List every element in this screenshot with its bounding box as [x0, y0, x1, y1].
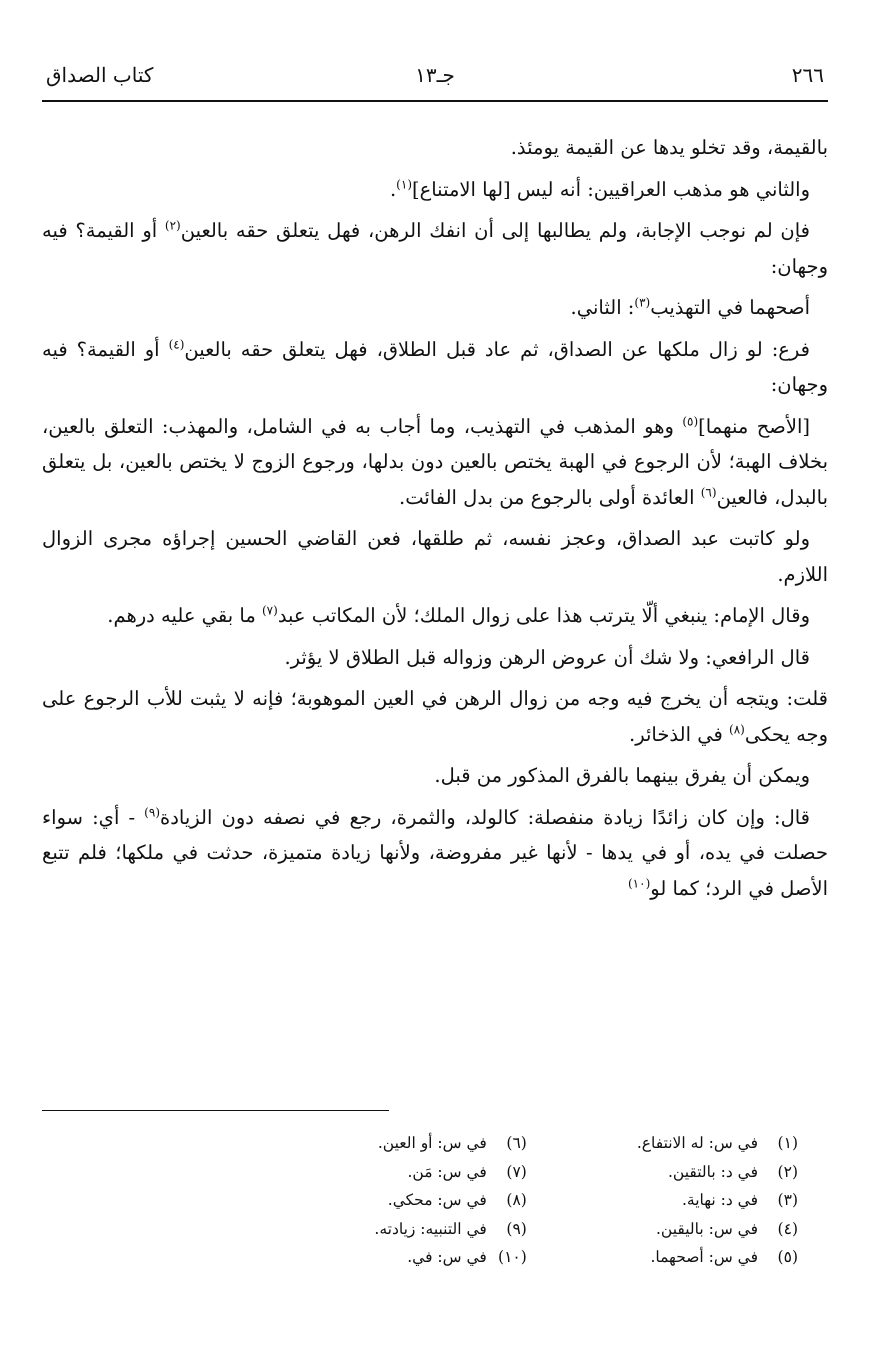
paragraph-text: فإن لم نوجب الإجابة، ولم يطالبها إلى أن انفك الرهن، فهل يتعلق حقه بالعين [180, 219, 810, 242]
paragraph-text: أو القيمة؟ فيه وجهان: [42, 337, 828, 396]
paragraph-text: وهو المذهب في التهذيب، وما أجاب به في الشامل، والمهذب: التعلق بالعين، بخلاف الهبة؛ لأن الرجوع في الهبة يختص بالعين دون بدلها، ورجوع الزوج لا يختص بالعين، بل يتعلق بالبدل، فالعين [42, 414, 828, 509]
footnote-text: في التنبيه: زيادته. [374, 1219, 487, 1238]
book-title: كتاب الصداق [46, 63, 154, 87]
paragraph-text: أصحهما في التهذيب [650, 296, 810, 319]
footnote-reference[interactable]: (٩) [144, 805, 160, 819]
paragraph-text: والثاني هو مذهب العراقيين: أنه ليس [لها الامتناع] [412, 177, 810, 201]
paragraph-text: أو القيمة؟ فيه وجهان: [42, 219, 828, 278]
paragraph-text: ما بقي عليه درهم. [107, 604, 262, 627]
paragraph-text: قلت: ويتجه أن يخرج فيه وجه من زوال الرهن في العين الموهوبة؛ فإنه لا يثبت للأب الرجوع على وجه يحكى [42, 687, 828, 746]
paragraph-text: العائدة أولى بالرجوع من بدل الفائت. [399, 485, 701, 509]
footnote-text: في س: أصحهما. [650, 1248, 758, 1266]
footnote-text: في د: بالتقين. [668, 1162, 758, 1181]
footnote-text: في س: محكي. [387, 1191, 487, 1209]
footnote-item [374, 1158, 526, 1187]
paragraph [42, 800, 828, 907]
footnotes [102, 1129, 798, 1272]
footnote-item [637, 1158, 798, 1187]
footnote-number: (٨) [506, 1191, 527, 1209]
paragraph [42, 213, 828, 284]
footnote-reference[interactable]: (١٠) [627, 876, 651, 890]
paragraph [42, 598, 828, 634]
footnote-text: في س: مَن. [407, 1162, 487, 1181]
paragraph [42, 409, 828, 516]
paragraph-text: قال: وإن كان زائدًا زيادة منفصلة: كالولد، والثمرة، رجع في نصفه دون الزيادة [160, 805, 810, 829]
footnote-item [637, 1215, 798, 1244]
footnote-reference[interactable]: (١) [396, 177, 412, 191]
footnote-item [637, 1129, 798, 1158]
running-header [42, 56, 828, 94]
footnote-item [374, 1243, 526, 1272]
footnote-reference[interactable]: (٤) [168, 337, 185, 351]
page-number: ٢٦٦ [791, 63, 824, 87]
footnote-item [374, 1186, 526, 1215]
footnote-number: (٤) [777, 1219, 798, 1238]
footnote-text: في س: له الانتفاع. [636, 1134, 758, 1152]
volume-label: جـ١٣ [415, 63, 455, 87]
footnote-text: في س: أو العين. [377, 1134, 487, 1152]
paragraph [42, 130, 828, 166]
footnote-reference[interactable]: (٣) [634, 295, 651, 310]
footnote-reference[interactable]: (٥) [682, 414, 699, 428]
footnote-reference[interactable]: (٧) [261, 603, 278, 618]
footnote-text: في س: باليقين. [655, 1219, 758, 1238]
footnote-number: (٦) [506, 1134, 527, 1152]
footnote-number: (١) [777, 1134, 798, 1152]
footnote-item [374, 1129, 526, 1158]
paragraph [42, 640, 828, 676]
footnote-item [637, 1186, 798, 1215]
book-page [42, 56, 828, 1346]
footnote-number: (٥) [777, 1248, 798, 1266]
footnote-item [374, 1215, 526, 1244]
main-text [42, 130, 828, 906]
paragraph-text: وقال الإمام: ينبغي ألّا يترتب هذا على زوال الملك؛ لأن المكاتب عبد [277, 604, 810, 627]
paragraph-text: . [389, 177, 397, 201]
paragraph-text: فرع: لو زال ملكها عن الصداق، ثم عاد قبل الطلاق، فهل يتعلق حقه بالعين [184, 337, 810, 361]
footnote-text: في س: في. [407, 1248, 487, 1266]
paragraph-text: - أي: سواء حصلت في يده، أو في يدها - لأنها غير مفروضة، ولأنها زيادة متميزة، حدثت في ملكها؛ فلم تتبع الأصل في الرد؛ كما لو [42, 805, 828, 900]
paragraph-text: بالقيمة، وقد تخلو يدها عن القيمة يومئذ. [510, 136, 828, 159]
paragraph-text: [الأصح منهما] [698, 414, 810, 438]
footnote-number: (٣) [777, 1191, 798, 1209]
header-rule [42, 100, 828, 102]
footnote-number: (١٠) [498, 1248, 527, 1266]
footnote-number: (٢) [777, 1162, 798, 1181]
footnote-column-right [637, 1129, 798, 1272]
footnote-column-left [374, 1129, 526, 1272]
footnote-reference[interactable]: (٢) [164, 218, 181, 233]
paragraph [42, 290, 828, 326]
paragraph [42, 758, 828, 794]
footnote-number: (٩) [506, 1219, 527, 1238]
footnote-number: (٧) [506, 1162, 527, 1181]
footnote-separator [42, 1110, 389, 1111]
footnote-reference[interactable]: (٦) [700, 485, 717, 499]
paragraph-text: ويمكن أن يفرق بينهما بالفرق المذكور من قبل. [434, 764, 810, 787]
footnote-text: في د: نهاية. [681, 1191, 758, 1209]
paragraph-text: : الثاني. [570, 296, 635, 319]
paragraph [42, 332, 828, 403]
footnote-item [637, 1243, 798, 1272]
paragraph [42, 521, 828, 592]
paragraph-text: ولو كاتبت عبد الصداق، وعجز نفسه، ثم طلقها، فعن القاضي الحسين إجراؤه مجرى الزوال اللازم. [42, 527, 828, 586]
paragraph-text: قال الرافعي: ولا شك أن عروض الرهن وزواله قبل الطلاق لا يؤثر. [284, 645, 810, 669]
paragraph [42, 172, 828, 208]
paragraph-text: في الذخائر. [629, 722, 729, 746]
footnote-reference[interactable]: (٨) [729, 722, 745, 736]
paragraph [42, 681, 828, 752]
